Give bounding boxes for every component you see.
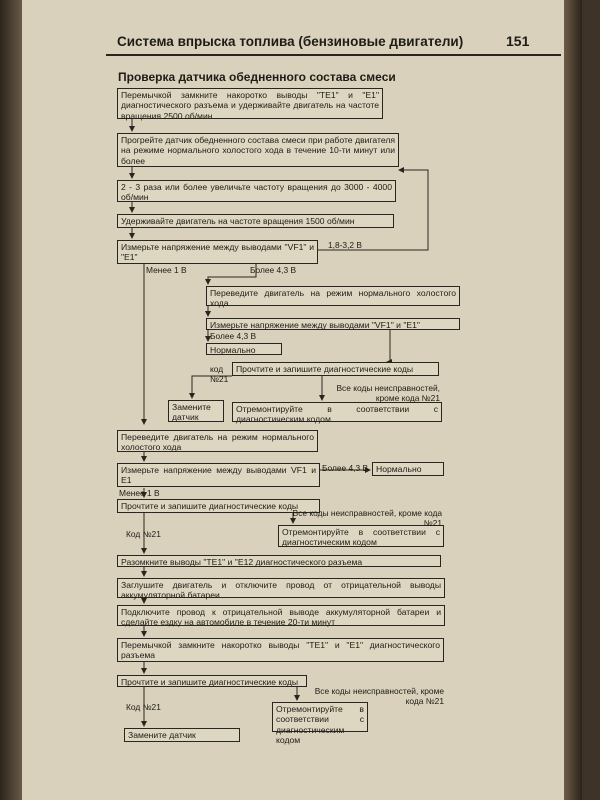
step-rev-3000-4000: 2 - 3 раза или более увеличьте частоту вращения до 3000 - 4000 об/мин bbox=[117, 180, 396, 202]
label-code21-c: Код №21 bbox=[126, 702, 161, 712]
step-measure-vf1-e1-1: Измерьте напряжение между выводами "VF1" и "E1" bbox=[117, 240, 318, 264]
step-warm-up-sensor: Прогрейте датчик обедненного состава смеси при работе двигателя на режиме нормального холостого хода в течение 10-ти минут или более bbox=[117, 133, 399, 167]
step-open-te1-e12: Разомкните выводы "TE1" и "E12 диагностического разъема bbox=[117, 555, 441, 567]
step-measure-vf1-e1-3: Измерьте напряжение между выводами VF1 и E1 bbox=[117, 463, 320, 487]
step-replace-sensor-1: Замените датчик bbox=[168, 400, 224, 422]
step-hold-1500: Удерживайте двигатель на частоте вращения 1500 об/мин bbox=[117, 214, 394, 228]
label-all-codes-c: Все коды неисправностей, кроме кода №21 bbox=[314, 686, 444, 706]
step-connect-drive-20min: Подключите провод к отрицательной выводе аккумуляторной батареи и сделайте ездку на автомобиле в течение 20-ти минут bbox=[117, 605, 445, 626]
step-idle-2: Переведите двигатель на режим нормального холостого хода bbox=[117, 430, 318, 452]
step-normal-1: Нормально bbox=[206, 343, 282, 355]
arrow-more43-down bbox=[208, 264, 256, 284]
step-stop-engine-battery: Заглушите двигатель и отключите провод от отрицательной выводы аккумуляторной батареи bbox=[117, 578, 445, 598]
label-code21-b: Код №21 bbox=[126, 529, 161, 539]
label-more-43v-a: Более 4,3 В bbox=[250, 265, 297, 275]
step-read-codes-3: Прочтите и запишите диагностические коды bbox=[117, 675, 307, 687]
step-jumper-te1-e1-2: Перемычкой замкните накоротко выводы "TE1" и "E1" диагностического разъема bbox=[117, 638, 444, 662]
label-less-1v-b: Менее 1 В bbox=[119, 488, 160, 498]
step-replace-sensor-2: Замените датчик bbox=[124, 728, 240, 742]
label-all-codes-b: Все коды неисправностей, кроме кода №21 bbox=[292, 508, 442, 528]
page-edge-shadow bbox=[564, 0, 582, 800]
step-normal-2: Нормально bbox=[372, 462, 444, 476]
book-page bbox=[22, 0, 582, 800]
arrow-to-codes-1 bbox=[387, 330, 390, 362]
label-more-43v-c: Более 4,3 В bbox=[322, 463, 369, 473]
step-measure-vf1-e1-2: Измерьте напряжение между выводами "VF1" и "E1" bbox=[206, 318, 460, 330]
step-idle-1: Переведите двигатель на режим нормального холостого хода bbox=[206, 286, 460, 306]
label-more-43v-b: Более 4,3 В bbox=[210, 331, 257, 341]
step-repair-by-code-2: Отремонтируйте в соответствии с диагностическим кодом bbox=[278, 525, 444, 547]
step-repair-by-code-1: Отремонтируйте в соответствии с диагностическим кодом bbox=[232, 402, 442, 422]
step-jumper-te1-e1-2500: Перемычкой замкните накоротко выводы "TE1" и "E1" диагностического разъема и удерживайте двигатель на частоте вращения 2500 об/мин bbox=[117, 88, 383, 119]
step-read-codes-1: Прочтите и запишите диагностические коды bbox=[232, 362, 439, 376]
label-less-1v-a: Менее 1 В bbox=[146, 265, 187, 275]
label-all-codes-a: Все коды неисправностей, кроме кода №21 bbox=[336, 383, 440, 403]
step-read-codes-2: Прочтите и запишите диагностические коды bbox=[117, 499, 320, 513]
page-number: 151 bbox=[506, 33, 530, 49]
book-binding bbox=[0, 0, 22, 800]
label-code21-a: код №21 bbox=[210, 364, 229, 384]
step-repair-by-code-3: Отремонтируйте в соответствии с диагностическим кодом bbox=[272, 702, 368, 732]
section-title: Проверка датчика обедненного состава смеси bbox=[118, 70, 396, 84]
page-header-title: Система впрыска топлива (бензиновые двигатели) bbox=[117, 34, 464, 49]
label-18-32v: 1,8-3,2 В bbox=[328, 240, 362, 250]
